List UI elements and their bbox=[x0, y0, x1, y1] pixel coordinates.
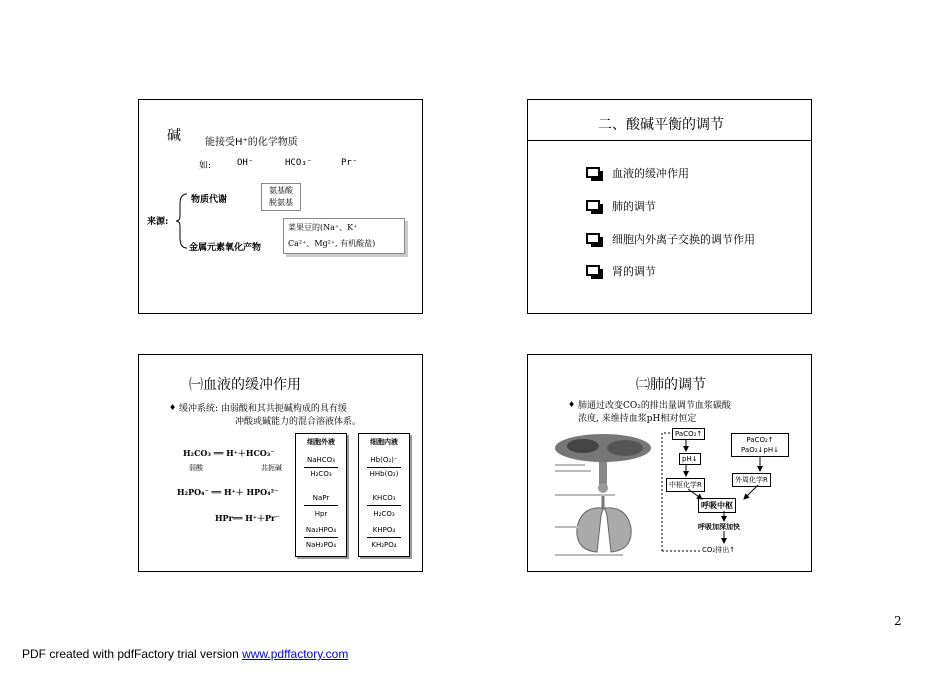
deepen-breathing-text: 呼吸加深加快 bbox=[698, 523, 740, 531]
slide4-bullet-line2: 浓度, 来维持血浆pH相对恒定 bbox=[578, 414, 697, 424]
slide1-note-fruit: 菜果豆的(Na⁺、K⁺ bbox=[288, 223, 358, 232]
slide3-eq1-weak-acid: 弱酸 bbox=[189, 464, 203, 472]
intracellular-header: 细胞内液 bbox=[370, 437, 398, 446]
ext-nahco3: NaHCO₃ bbox=[307, 456, 335, 464]
lung-anatomy-illustration bbox=[553, 430, 656, 558]
slide2-item-lung: 肺的调节 bbox=[612, 200, 656, 213]
slide1-example-hco3: HCO₃⁻ bbox=[285, 158, 313, 168]
int-khco3: KHCO₃ bbox=[372, 494, 396, 502]
slide3-eq-protein: HPr══ H⁺＋Pr⁻ bbox=[215, 513, 280, 523]
slide1-example-oh: OH⁻ bbox=[237, 158, 254, 168]
slide2-title: 二、酸碱平衡的调节 bbox=[598, 117, 724, 133]
divider bbox=[304, 467, 338, 468]
checkbox-bullet-icon bbox=[586, 167, 600, 178]
central-chemoreceptor-box: 中枢化学R bbox=[666, 478, 705, 492]
extracellular-table bbox=[295, 433, 347, 557]
int-h2co3: H₂CO₃ bbox=[373, 510, 395, 518]
intracellular-table bbox=[358, 433, 410, 557]
paco2-up-box: PaCO₂↑ bbox=[672, 428, 705, 440]
slide3-eq-carbonic: H₂CO₃ ══ H⁺＋HCO₃⁻ bbox=[183, 448, 275, 458]
pdffactory-link[interactable]: www.pdffactory.com bbox=[242, 647, 349, 661]
pdf-footer bbox=[22, 647, 348, 661]
int-hbo2: Hb(O₂)⁻ bbox=[370, 456, 398, 464]
checkbox-bullet-icon bbox=[586, 233, 600, 244]
divider bbox=[304, 505, 338, 506]
slide1-branch-metabolism: 物质代谢 bbox=[191, 195, 228, 205]
divider bbox=[367, 537, 401, 538]
slide1-note-amino: 氨基酸 bbox=[269, 186, 293, 195]
slide1-example-pr: Pr⁻ bbox=[341, 158, 358, 168]
ext-h2co3: H₂CO₃ bbox=[310, 470, 332, 478]
slide2-item-kidney: 肾的调节 bbox=[612, 265, 656, 278]
diamond-bullet-icon: ♦ bbox=[568, 400, 576, 409]
slide1-brace bbox=[175, 192, 189, 250]
slide-blood-buffer bbox=[138, 354, 423, 572]
extracellular-header: 细胞外液 bbox=[307, 437, 335, 446]
co2-out-text: CO₂排出↑ bbox=[702, 546, 736, 554]
respiratory-center-box: 呼吸中枢 bbox=[698, 498, 736, 513]
slide3-eq1-conj-base: 共扼碱 bbox=[261, 464, 282, 472]
peripheral-chemoreceptor-box: 外周化学R bbox=[732, 473, 771, 487]
slide3-bullet-line1: 缓冲系统: 由弱酸和其共扼碱构成的具有缓 bbox=[179, 404, 347, 414]
diamond-bullet-icon: ♦ bbox=[169, 403, 177, 412]
slide2-item-cell: 细胞内外离子交换的调节作用 bbox=[612, 233, 755, 246]
ph-down-box: pH↓ bbox=[679, 453, 701, 465]
checkbox-bullet-icon bbox=[586, 265, 600, 276]
slide1-note-salts: Ca²⁺、Mg²⁺, 有机酸盐) bbox=[288, 239, 376, 248]
slide4-title: ㈡肺的调节 bbox=[636, 377, 706, 393]
slide-regulation-overview bbox=[527, 99, 812, 314]
slide1-example-prefix: 如: bbox=[199, 161, 212, 171]
slide-lung-regulation bbox=[527, 354, 812, 572]
slide3-bullet-line2: 冲酸或碱能力的混合溶液体系。 bbox=[235, 417, 362, 427]
divider bbox=[367, 505, 401, 506]
pao2-ph-label: PaO₂↓pH↓ bbox=[741, 446, 779, 454]
divider bbox=[304, 537, 338, 538]
slide2-item-blood: 血液的缓冲作用 bbox=[612, 167, 689, 180]
slide-base-sources bbox=[138, 99, 423, 314]
ext-hpr: Hpr bbox=[314, 510, 328, 518]
slide1-definition: 能接受H⁺的化学物质 bbox=[205, 137, 298, 148]
diagram-arrows bbox=[658, 425, 808, 555]
slide3-title: ㈠血液的缓冲作用 bbox=[189, 377, 301, 393]
ext-napr: NaPr bbox=[312, 494, 330, 502]
slide1-note-deamin: 脱氨基 bbox=[269, 198, 293, 207]
int-khpo4: KHPO₄ bbox=[372, 526, 396, 534]
slide1-source-label: 来源: bbox=[147, 217, 169, 227]
checkbox-bullet-icon bbox=[586, 200, 600, 211]
page-number: 2 bbox=[894, 614, 902, 628]
slide1-branch1-note bbox=[261, 183, 301, 211]
footer-text: PDF created with pdfFactory trial version bbox=[22, 647, 243, 661]
int-hhbo2: HHb(O₂) bbox=[369, 470, 399, 478]
int-kh2po4: KH₂PO₄ bbox=[371, 541, 397, 549]
divider bbox=[367, 467, 401, 468]
slide1-branch-metal: 金属元素氧化产物 bbox=[189, 243, 262, 253]
slide1-title-char: 碱 bbox=[167, 128, 181, 144]
slide1-branch2-note bbox=[283, 218, 405, 254]
slide4-bullet-line1: 肺通过改变CO₂的排出量调节血浆碳酸 bbox=[578, 401, 731, 411]
slide2-title-underline bbox=[528, 140, 811, 141]
ext-nah2po4: NaH₂PO₄ bbox=[305, 541, 337, 549]
paco2-label: PaCO₂↑ bbox=[746, 436, 774, 444]
ext-na2hpo4: Na₂HPO₄ bbox=[305, 526, 337, 534]
slide3-eq-phosphate: H₂PO₄⁻ ══ H⁺＋ HPO₄²⁻ bbox=[177, 487, 279, 497]
